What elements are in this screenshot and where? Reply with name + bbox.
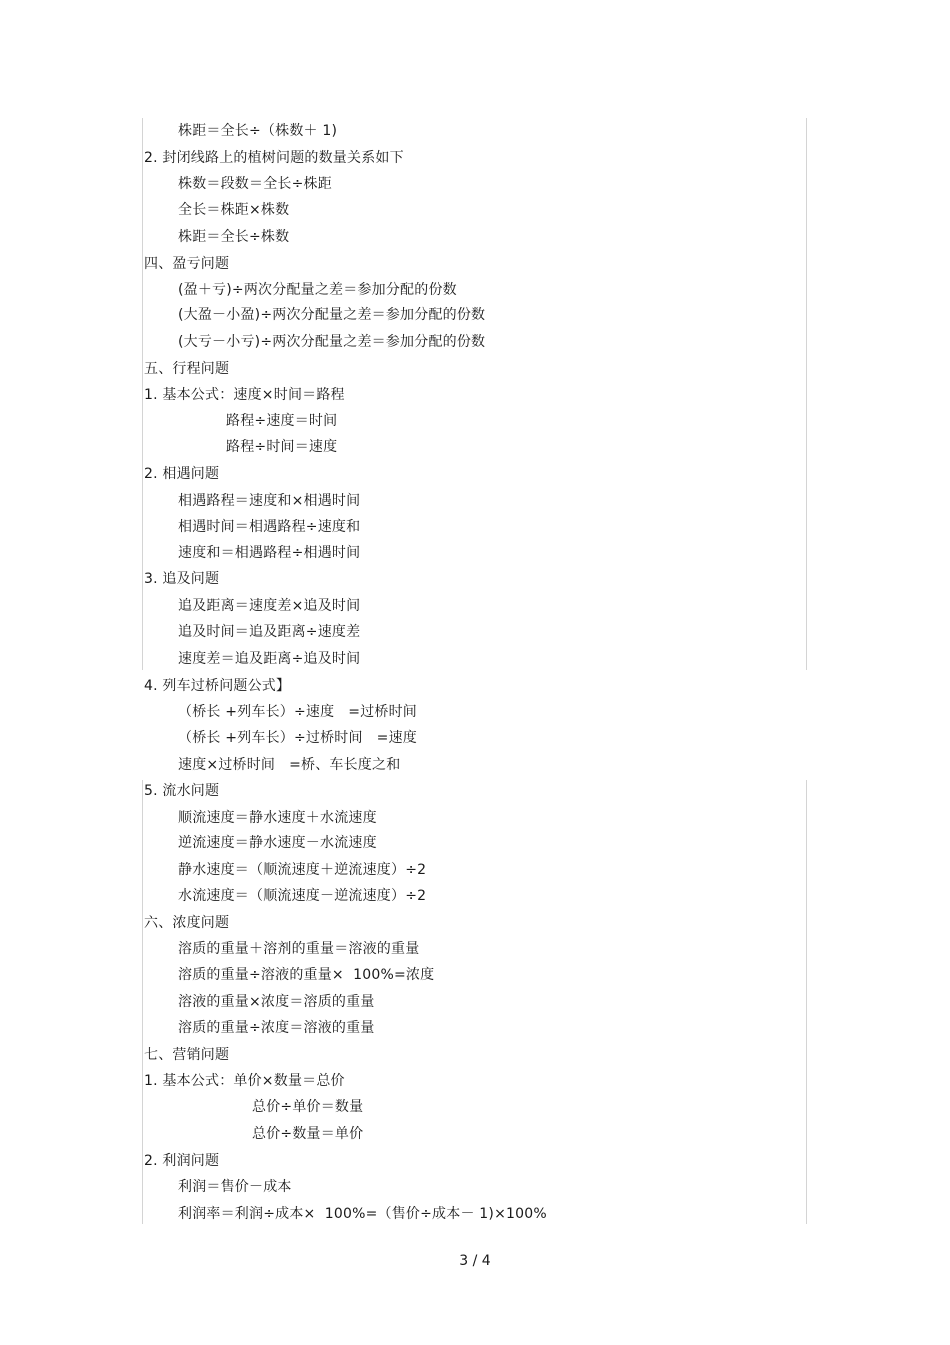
section-heading: 四、盈亏问题	[144, 256, 230, 272]
list-item-heading: 2. 相遇问题	[144, 466, 220, 482]
right-border-top	[806, 118, 807, 670]
text-line: 溶质的重量＋溶剂的重量＝溶液的重量	[178, 941, 420, 957]
text-line: 相遇时间＝相遇路程÷速度和	[178, 519, 361, 535]
text-line: 静水速度＝（顺流速度＋逆流速度）÷2	[178, 862, 427, 878]
text-line: （桥长 +列车长）÷过桥时间 =速度	[178, 730, 417, 746]
text-line: 水流速度＝（顺流速度－逆流速度）÷2	[178, 888, 427, 904]
text-line: 速度和＝相遇路程÷相遇时间	[178, 545, 361, 561]
text-line: 路程÷时间＝速度	[226, 439, 338, 455]
list-item-heading: 4. 列车过桥问题公式】	[144, 678, 291, 694]
text-line: 株距＝全长÷株数	[178, 229, 290, 245]
text-line: 路程÷速度＝时间	[226, 413, 338, 429]
text-line: 株距＝全长÷（株数＋ 1)	[178, 123, 338, 139]
text-line: 株数＝段数＝全长÷株距	[178, 176, 332, 192]
section-heading: 五、行程问题	[144, 361, 230, 377]
text-line: 溶质的重量÷溶液的重量× 100%=浓度	[178, 967, 435, 983]
right-border-bottom	[806, 780, 807, 1224]
section-heading: 七、营销问题	[144, 1047, 230, 1063]
text-line: 溶质的重量÷浓度＝溶液的重量	[178, 1020, 375, 1036]
text-line: 全长＝株距×株数	[178, 202, 290, 218]
text-line: 顺流速度＝静水速度＋水流速度	[178, 810, 377, 826]
list-item-heading: 5. 流水问题	[144, 783, 220, 799]
text-line: 相遇路程＝速度和×相遇时间	[178, 493, 361, 509]
text-line: 总价÷数量＝单价	[252, 1126, 364, 1142]
text-line: (盈＋亏)÷两次分配量之差＝参加分配的份数	[178, 282, 457, 298]
text-line: 追及时间＝追及距离÷速度差	[178, 624, 361, 640]
left-border-top	[142, 118, 143, 670]
text-line: 追及距离＝速度差×追及时间	[178, 598, 361, 614]
text-line: （桥长 +列车长）÷速度 =过桥时间	[178, 704, 417, 720]
text-line: 速度差＝追及距离÷追及时间	[178, 651, 361, 667]
list-item-heading: 3. 追及问题	[144, 571, 220, 587]
text-line: 溶液的重量×浓度＝溶质的重量	[178, 994, 375, 1010]
text-line: 利润＝售价－成本	[178, 1179, 292, 1195]
left-border-bottom	[142, 780, 143, 1224]
text-line: (大盈－小盈)÷两次分配量之差＝参加分配的份数	[178, 307, 486, 323]
list-item-heading: 1. 基本公式：速度×时间＝路程	[144, 387, 345, 403]
text-line: 速度×过桥时间 =桥、车长度之和	[178, 757, 401, 773]
list-item-heading: 1. 基本公式：单价×数量＝总价	[144, 1073, 345, 1089]
list-item-heading: 2. 利润问题	[144, 1153, 220, 1169]
page-number: 3 / 4	[459, 1253, 491, 1269]
section-heading: 六、浓度问题	[144, 915, 230, 931]
text-line: 总价÷单价＝数量	[252, 1099, 364, 1115]
text-line: 利润率＝利润÷成本× 100%=（售价÷成本－ 1)×100%	[178, 1206, 547, 1222]
text-line: 逆流速度＝静水速度－水流速度	[178, 835, 377, 851]
list-item-heading: 2. 封闭线路上的植树问题的数量关系如下	[144, 150, 404, 166]
text-line: (大亏－小亏)÷两次分配量之差＝参加分配的份数	[178, 334, 486, 350]
